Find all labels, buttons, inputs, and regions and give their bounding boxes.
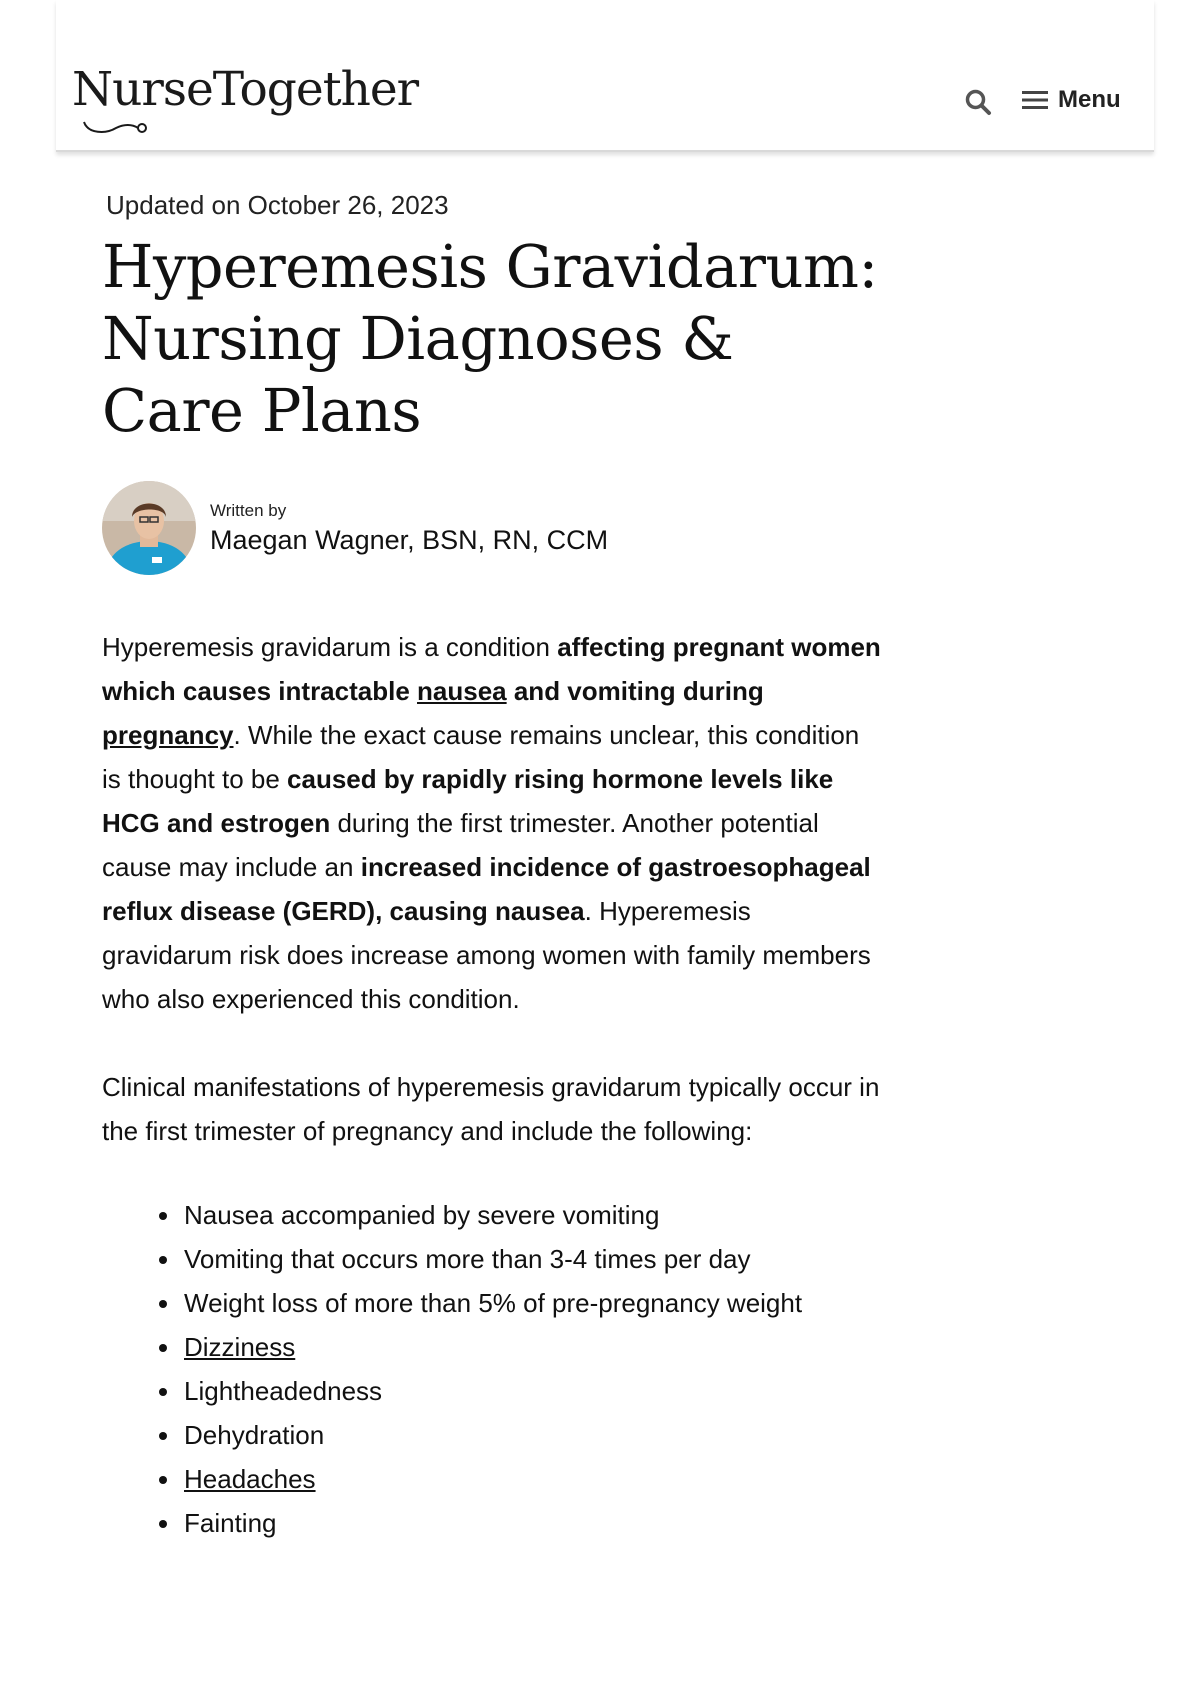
author-name[interactable]: Maegan Wagner, BSN, RN, CCM: [210, 525, 609, 555]
intro-paragraph: Hyperemesis gravidarum is a condition affecting pregnant women which causes intractable nausea and vomiting during pregnancy. While the exact cause remains unclear, this condition is thought to be caused by rapidly rising hormone levels like HCG and estrogen during the first trimester. Another potential cause may include an increased incidence of gastroesophageal reflux disease (GERD), causing nausea. Hyperemesis gravidarum risk does increase among women with family members who also experienced this condition.: [102, 632, 881, 1014]
article: [102, 190, 882, 1545]
page-title: Hyperemesis Gravidarum: Nursing Diagnoses & Care Plans: [102, 232, 878, 445]
dizziness-link[interactable]: Dizziness: [184, 1332, 296, 1362]
list-item: • Fainting: [182, 1501, 882, 1545]
search-icon[interactable]: [964, 88, 992, 116]
author-photo: [102, 481, 196, 575]
list-item: [182, 1325, 882, 1369]
author-avatar[interactable]: [102, 481, 196, 575]
author-byline: [102, 481, 882, 581]
nausea-link[interactable]: nausea: [417, 676, 507, 706]
written-by-label: Written by: [210, 501, 287, 520]
menu-label: Menu: [1058, 86, 1121, 113]
symptom-list: [102, 1193, 882, 1545]
list-item: • Lightheadedness: [182, 1369, 882, 1413]
list-item: [182, 1457, 882, 1501]
menu-button[interactable]: [1022, 86, 1121, 114]
list-item: • Dehydration: [182, 1413, 882, 1457]
list-item: • Nausea accompanied by severe vomiting: [182, 1193, 882, 1237]
hamburger-menu-icon: [1022, 89, 1048, 111]
headaches-link[interactable]: Headaches: [184, 1464, 316, 1494]
list-item: • Vomiting that occurs more than 3-4 times per day: [182, 1237, 882, 1281]
stethoscope-icon: [80, 118, 150, 138]
clinical-paragraph: Clinical manifestations of hyperemesis gravidarum typically occur in the first trimester of pregnancy and include the following:: [102, 1072, 880, 1146]
pregnancy-link[interactable]: pregnancy: [102, 720, 234, 750]
list-item: • Weight loss of more than 5% of pre-pregnancy weight: [182, 1281, 882, 1325]
site-logo[interactable]: NurseTogether: [72, 62, 419, 117]
site-header: [56, 0, 1154, 152]
updated-date: Updated on October 26, 2023: [106, 190, 449, 220]
